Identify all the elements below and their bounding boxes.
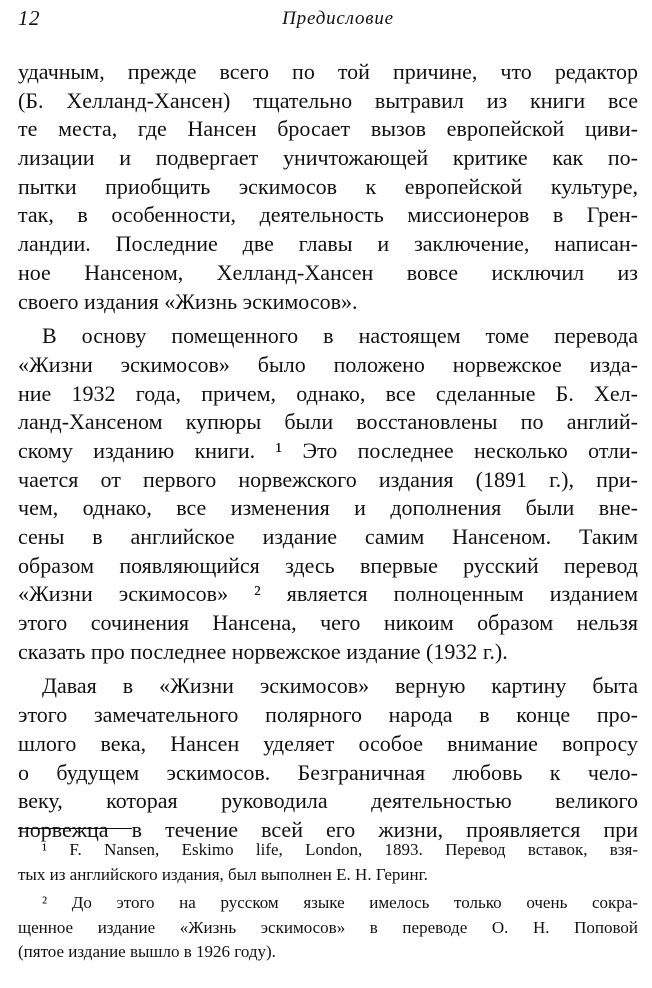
text-line: так, в особенности, деятельность миссионеров в Грен-	[18, 202, 638, 228]
text-line: те места, где Нансен бросает вызов европейской циви-	[18, 116, 638, 142]
footnote-line: ² До этого на русском языке имелось только очень сокра-	[42, 893, 638, 912]
text-line: пытки приобщить эскимосов к европейской культуре,	[18, 173, 638, 199]
text-line: «Жизни эскимосов» ² является полноценным изданием	[18, 581, 638, 607]
footnote-line: щенное издание «Жизнь эскимосов» в переводе О. Н. Поповой	[18, 917, 638, 937]
paragraph-3	[18, 672, 638, 844]
running-head: Предисловие	[282, 8, 394, 29]
footnote-line: (пятое издание вышло в 1926 году).	[18, 942, 276, 961]
text-line: норвежца в течение всей его жизни, проявляется при	[18, 816, 638, 842]
footnotes	[18, 838, 638, 965]
text-line: сказать про последнее норвежское издание (1932 г.).	[18, 638, 508, 664]
text-line: этого замечательного полярного народа в конце про-	[18, 702, 638, 728]
footnote-line: ¹ F. Nansen, Eskimo life, London, 1893. Перевод вставок, взя-	[42, 840, 638, 859]
text-line: ние 1932 года, причем, однако, все сделанные Б. Хел-	[18, 380, 638, 406]
text-line: «Жизни эскимосов» было положено норвежское изда-	[18, 351, 638, 377]
text-line: своего издания «Жизнь эскимосов».	[18, 288, 358, 314]
text-line: В основу помещенного в настоящем томе перевода	[42, 323, 638, 349]
body-text	[18, 58, 638, 845]
text-line: веку, которая руководила деятельностью великого	[18, 788, 638, 814]
text-line: удачным, прежде всего по той причине, что редактор	[18, 59, 638, 84]
text-line: ное Нансеном, Хелланд-Хансен вовсе исключил из	[18, 259, 638, 285]
footnote-line: тых из английского издания, был выполнен Е. Н. Геринг.	[18, 864, 428, 884]
footnote-1	[18, 838, 638, 887]
text-line: ланд-Хансеном купюры были восстановлены по англий-	[18, 409, 638, 435]
page-number: 12	[18, 6, 40, 30]
text-line: ландии. Последние две главы и заключение, написан-	[18, 231, 638, 257]
footnote-2	[18, 891, 638, 965]
text-line: Давая в «Жизни эскимосов» верную картину быта	[42, 673, 638, 699]
text-line: этого сочинения Нансена, чего никоим образом нельзя	[18, 610, 638, 636]
paragraph-2	[18, 322, 638, 666]
text-line: сены в английское издание самим Нансеном. Таким	[18, 524, 638, 549]
text-line: лизации и подвергает уничтожающей критике как по-	[18, 145, 638, 171]
text-line: образом появляющийся здесь впервые русский перевод	[18, 552, 638, 578]
text-line: чается от первого норвежского издания (1891 г.), при-	[18, 466, 638, 492]
text-line: чем, однако, все изменения и дополнения были вне-	[18, 495, 638, 521]
paragraph-1	[18, 58, 638, 316]
text-line: (Б. Хелланд-Хансен) тщательно вытравил из книги все	[18, 87, 638, 113]
text-line: шлого века, Нансен уделяет особое внимание вопросу	[18, 730, 638, 756]
footnote-divider	[18, 828, 132, 829]
text-line: скому изданию книги. ¹ Это последнее несколько отли-	[18, 437, 638, 463]
text-line: о будущем эскимосов. Безграничная любовь к чело-	[18, 759, 638, 785]
